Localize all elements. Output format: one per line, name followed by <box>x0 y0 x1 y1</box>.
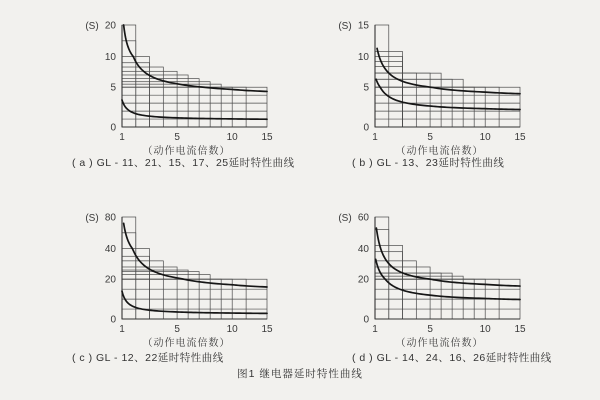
chart-c-x-tick-label: 1 <box>119 324 125 335</box>
chart-a-y-unit: (S) <box>85 21 99 32</box>
chart-a-step-box <box>122 87 246 127</box>
chart-b-x-tick-label: 15 <box>514 132 526 143</box>
chart-c-y-tick-label: 40 <box>104 244 116 256</box>
chart-b-x-tick-label: 10 <box>479 132 491 143</box>
chart-d-y-tick-label: 0 <box>363 314 369 326</box>
chart-a-x-axis-label: （动作电流倍数） <box>142 146 231 157</box>
chart-a-x-tick-label: 15 <box>261 132 273 143</box>
chart-b-plot <box>311 12 561 162</box>
chart-c-plot <box>58 204 308 354</box>
chart-b-x-tick-label: 5 <box>427 132 433 143</box>
chart-a-caption: ( a ) GL - 11、21、15、17、25延时特性曲线 <box>72 157 295 169</box>
chart-c-x-axis-label: （动作电流倍数） <box>142 338 231 349</box>
chart-a-step-box <box>122 87 267 127</box>
chart-c-y-unit: (S) <box>85 213 99 224</box>
chart-d-x-tick-label: 5 <box>427 324 433 335</box>
chart-a-step-box <box>122 67 163 127</box>
chart-c-x-tick-label: 10 <box>226 324 238 335</box>
chart-b-curve-lower-limit <box>376 79 520 109</box>
chart-a-y-tick-label: 20 <box>104 20 116 32</box>
chart-b-x-axis-label: （动作电流倍数） <box>395 146 484 157</box>
chart-c-curve-lower-limit <box>122 291 267 313</box>
chart-d-x-tick-label: 15 <box>514 324 526 335</box>
chart-b-step-box <box>375 25 389 127</box>
chart-d <box>311 204 561 354</box>
chart-c-y-tick-label: 0 <box>110 314 116 326</box>
chart-a-y-tick-label: 0 <box>110 122 116 134</box>
chart-a-plot <box>58 12 308 162</box>
chart-b-y-tick-label: 5 <box>363 82 369 94</box>
chart-d-y-unit: (S) <box>338 213 352 224</box>
chart-c-caption: ( c ) GL - 12、22延时特性曲线 <box>72 352 224 364</box>
chart-b-y-tick-label: 10 <box>357 52 369 64</box>
chart-d-x-axis-label: （动作电流倍数） <box>395 338 484 349</box>
chart-b <box>311 12 561 162</box>
chart-c-x-tick-label: 15 <box>261 324 273 335</box>
chart-a-step-box <box>122 25 136 127</box>
chart-c <box>58 204 308 354</box>
chart-a-x-tick-label: 5 <box>174 132 180 143</box>
chart-b-y-unit: (S) <box>338 21 352 32</box>
chart-d-y-tick-label: 40 <box>357 244 369 256</box>
chart-a <box>58 12 308 162</box>
chart-a-step-box <box>122 84 221 127</box>
chart-b-y-tick-label: 15 <box>357 20 369 32</box>
chart-a-x-tick-label: 10 <box>226 132 238 143</box>
chart-d-y-tick-label: 20 <box>357 274 369 286</box>
chart-d-x-tick-label: 10 <box>479 324 491 335</box>
chart-c-curve-upper-limit <box>124 223 267 287</box>
chart-d-curve-upper-limit <box>376 228 520 286</box>
chart-a-y-tick-label: 10 <box>104 52 116 64</box>
chart-d-plot <box>311 204 561 354</box>
figure-caption: 图1 继电器延时特性曲线 <box>237 368 363 380</box>
chart-a-y-tick-label: 5 <box>110 82 116 94</box>
chart-c-x-tick-label: 5 <box>174 324 180 335</box>
chart-c-y-tick-label: 80 <box>104 212 116 224</box>
chart-b-caption: ( b ) GL - 13、23延时特性曲线 <box>352 157 505 169</box>
chart-d-x-tick-label: 1 <box>372 324 378 335</box>
chart-a-x-tick-label: 1 <box>119 132 125 143</box>
chart-b-y-tick-label: 0 <box>363 122 369 134</box>
chart-d-caption: ( d ) GL - 14、24、16、26延时特性曲线 <box>352 352 552 364</box>
chart-c-y-tick-label: 20 <box>104 274 116 286</box>
chart-a-step-box <box>122 82 210 127</box>
chart-d-y-tick-label: 60 <box>357 212 369 224</box>
chart-b-x-tick-label: 1 <box>372 132 378 143</box>
